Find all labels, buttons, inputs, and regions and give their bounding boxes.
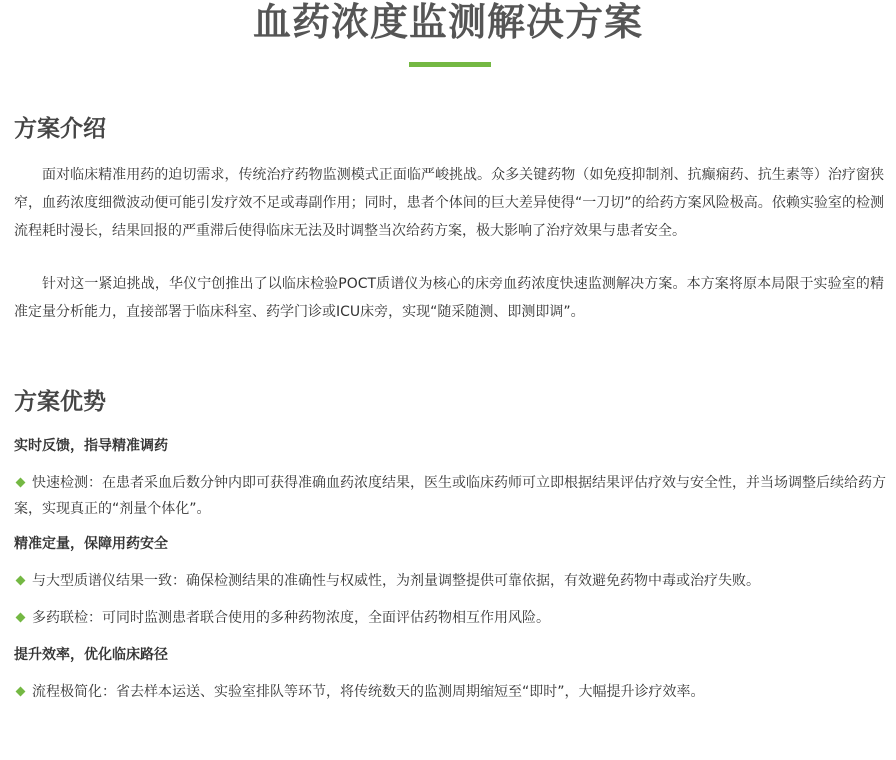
page-title: 血药浓度监测解决方案 <box>252 0 643 44</box>
intro-paragraph-2: 针对这一紧迫挑战，华仪宁创推出了以临床检验POCT质谱仪为核心的床旁血药浓度快速监测解决方案。本方案将原本局限于实验室的精准定量分析能力，直接部署于临床科室、药学门诊或ICU床旁，实现“随采随测、即测即调”。 <box>14 276 884 320</box>
advantage-item <box>14 568 886 594</box>
diamond-bullet-icon <box>16 613 26 623</box>
diamond-bullet-icon <box>16 478 26 488</box>
advantage-item-text: 与大型质谱仪结果一致：确保检测结果的准确性与权威性，为剂量调整提供可靠依据，有效避免药物中毒或治疗失败。 <box>32 573 760 589</box>
intro-heading: 方案介绍 <box>14 116 106 142</box>
advantage-group-title-1: 实时反馈，指导精准调药 <box>14 438 168 454</box>
advantage-group-title-3: 提升效率，优化临床路径 <box>14 647 168 663</box>
advantage-item <box>14 679 886 705</box>
advantage-item-text: 快速检测：在患者采血后数分钟内即可获得准确血药浓度结果，医生或临床药师可立即根据结果评估疗效与安全性，并当场调整后续给药方案，实现真正的“剂量个体化”。 <box>14 475 886 517</box>
advantage-item <box>14 470 886 522</box>
advantage-item-text: 多药联检：可同时监测患者联合使用的多种药物浓度，全面评估药物相互作用风险。 <box>32 610 550 626</box>
advantages-heading: 方案优势 <box>14 389 106 415</box>
title-underline <box>409 62 491 67</box>
advantage-group-title-2: 精准定量，保障用药安全 <box>14 536 168 552</box>
advantage-item <box>14 605 886 631</box>
advantage-item-text: 流程极简化：省去样本运送、实验室排队等环节，将传统数天的监测周期缩短至“即时”，大幅提升诊疗效率。 <box>32 684 705 700</box>
intro-paragraph-1: 面对临床精准用药的迫切需求，传统治疗药物监测模式正面临严峻挑战。众多关键药物（如免疫抑制剂、抗癫痫药、抗生素等）治疗窗狭窄，血药浓度细微波动便可能引发疗效不足或毒副作用；同时，患者个体间的巨大差异使得“一刀切”的给药方案风险极高。依赖实验室的检测流程耗时漫长，结果回报的严重滞后使得临床无法及时调整当次给药方案，极大影响了治疗效果与患者安全。 <box>14 167 884 239</box>
diamond-bullet-icon <box>16 687 26 697</box>
diamond-bullet-icon <box>16 576 26 586</box>
